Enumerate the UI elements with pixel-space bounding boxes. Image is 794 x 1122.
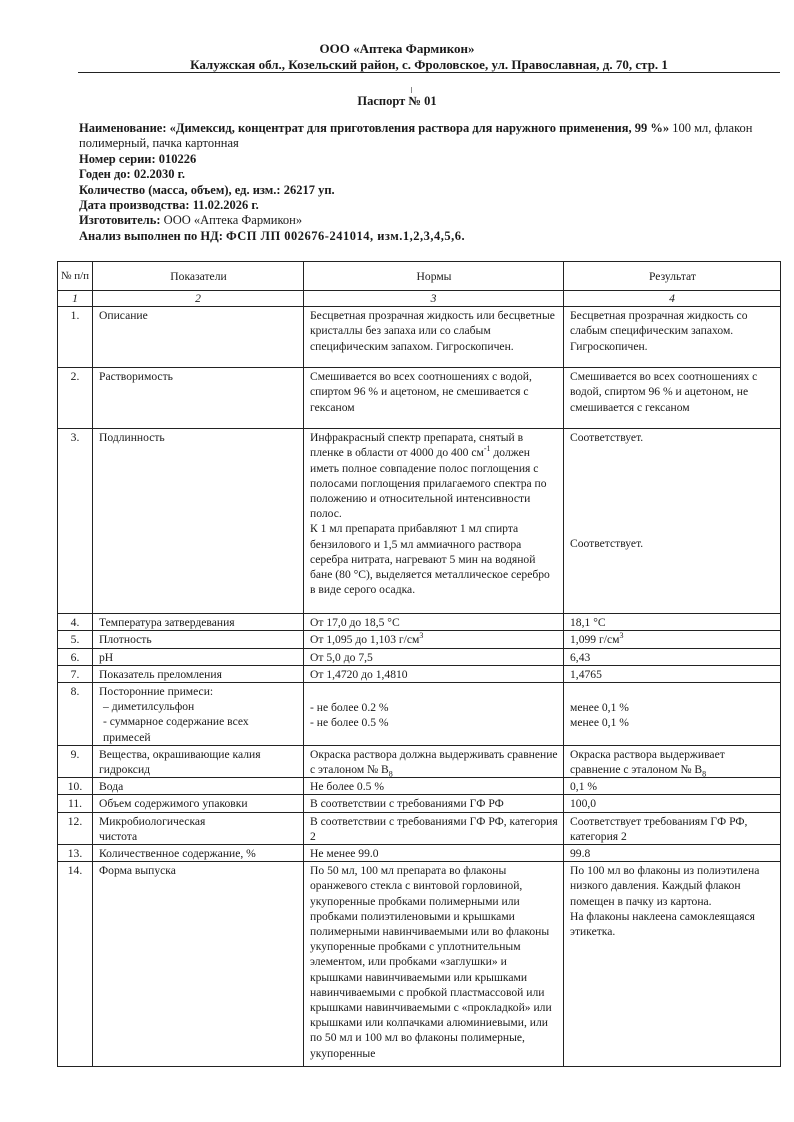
header-indicator: Показатели (93, 262, 304, 291)
name-value-extra: 100 мл, флакон полимерный, пачка картонная (79, 121, 753, 151)
row-number: 11. (58, 795, 93, 812)
result-text: 1,099 г/см (570, 633, 620, 647)
manufacturer-label: Изготовитель: (79, 213, 161, 228)
table-row (58, 368, 781, 429)
row-norm: По 50 мл, 100 мл препарата во флаконы оранжевого стекла с винтовой горловиной, укупоренные пробками полимерными или пробками полиэтиленовыми и крышками полимерными навинчиваемыми или во флаконы укупоренные пробками с уплотнительным элементом, или пробками «заглушки» и крышками навинчиваемыми или крышками навинчиваемыми с пробкой пластмассовой или крышками навинчиваемыми с «прокладкой» или крышками или колпачками алюминиевыми, или по 50 мл и 100 мл во флаконы полимерные, укупоренные (304, 862, 564, 1067)
table-row (58, 795, 781, 812)
row-result: 18,1 °С (564, 614, 781, 631)
row-number: 6. (58, 648, 93, 665)
norm-item: - не более 0.2 % (310, 701, 389, 715)
table-row (58, 683, 781, 746)
row-result: 99.8 (564, 845, 781, 862)
expiry-line (79, 167, 779, 182)
row-result (564, 429, 781, 614)
row-number: 5. (58, 631, 93, 648)
norm-text: От 1,095 до 1,103 г/см (310, 633, 420, 647)
scan-mark (411, 87, 412, 93)
production-label: Дата производства: (79, 198, 190, 213)
header-number: № п/п (58, 262, 93, 291)
table-row (58, 845, 781, 862)
row-indicator: Вещества, окрашивающие калия гидроксид (93, 745, 304, 777)
expiry-value: 02.2030 г. (133, 167, 185, 182)
spacer (570, 684, 775, 700)
norm-text: должен иметь полное совпадение полос поглощения с полосами поглощения прилагаемого спектра по положению и относительной интенсивности полос. (310, 446, 547, 521)
expiry-label: Годен до: (79, 167, 131, 182)
row-result: 1,4765 (564, 665, 781, 682)
indicator-title: Посторонние примеси: (99, 685, 214, 699)
name-label: Наименование: (79, 121, 167, 135)
row-result: Бесцветная прозрачная жидкость со слабым специфическим запахом. Гигроскопичен. (564, 307, 781, 368)
row-norm (304, 429, 564, 614)
result-ir-spectrum: Соответствует. (570, 431, 644, 445)
row-norm: От 17,0 до 18,5 °С (304, 614, 564, 631)
row-result: Соответствует требованиям ГФ РФ, категория 2 (564, 812, 781, 844)
norm-text: Окраска раствора должна выдерживать сравнение с эталоном № B (310, 747, 558, 777)
result-subscript: 8 (702, 769, 707, 779)
series-value: 010226 (158, 151, 197, 166)
row-norm: Не более 0.5 % (304, 778, 564, 795)
table-row (58, 745, 781, 777)
table-header-row (58, 262, 781, 291)
row-number: 2. (58, 368, 93, 429)
row-indicator: Показатель преломления (93, 665, 304, 682)
norm-subscript: 8 (388, 769, 393, 779)
table-row (58, 812, 781, 844)
row-number: 7. (58, 665, 93, 682)
row-norm: В соответствии с требованиями ГФ РФ, категория 2 (304, 812, 564, 844)
row-indicator: Объем содержимого упаковки (93, 795, 304, 812)
table-row (58, 307, 781, 368)
row-number: 14. (58, 862, 93, 1067)
row-number: 4. (58, 614, 93, 631)
product-info (79, 121, 779, 244)
quantity-label: Количество (масса, объем), ед. изм.: (79, 182, 281, 197)
table-row (58, 778, 781, 795)
table-row (58, 614, 781, 631)
norm-superscript: 3 (419, 631, 424, 641)
column-number-row (58, 291, 781, 307)
row-norm: От 5,0 до 7,5 (304, 648, 564, 665)
result-label: На флаконы наклеена самоклеящаяся этикетка. (570, 909, 755, 939)
table-row (58, 862, 781, 1067)
header-result: Результат (564, 262, 781, 291)
organization-address: Калужская обл., Козельский район, с. Фроловское, ул. Православная, д. 70, стр. 1 (190, 57, 668, 72)
manufacturer-value: ООО «Аптека Фармикон» (163, 213, 303, 228)
spacer (570, 445, 775, 536)
row-number: 13. (58, 845, 93, 862)
row-indicator: Температура затвердевания (93, 614, 304, 631)
table-row (58, 648, 781, 665)
row-norm (304, 745, 564, 777)
production-value: 11.02.2026 г. (192, 198, 259, 213)
organization-name: ООО «Аптека Фармикон» (319, 41, 475, 56)
norm-superscript: -1 (483, 444, 491, 454)
row-norm (304, 683, 564, 746)
series-line (79, 152, 779, 167)
product-name-line (79, 121, 779, 152)
row-indicator: Микробиологическая чистота (93, 812, 304, 844)
column-number: 1 (58, 291, 93, 307)
row-indicator: Подлинность (93, 429, 304, 614)
indicator-item: - суммарное содержание всех примесей (103, 715, 249, 744)
row-indicator: pH (93, 648, 304, 665)
row-result (564, 745, 781, 777)
row-indicator: Плотность (93, 631, 304, 648)
result-superscript: 3 (619, 631, 624, 641)
row-norm (304, 631, 564, 648)
row-indicator: Форма выпуска (93, 862, 304, 1067)
row-result: 100,0 (564, 795, 781, 812)
result-silver-test: Соответствует. (570, 537, 644, 551)
row-result: 0,1 % (564, 778, 781, 795)
row-number: 8. (58, 683, 93, 746)
row-result (564, 683, 781, 746)
row-indicator: Количественное содержание, % (93, 845, 304, 862)
passport-title: Паспорт № 01 (357, 94, 437, 108)
row-result (564, 631, 781, 648)
table-row (58, 665, 781, 682)
column-number: 2 (93, 291, 304, 307)
header-divider (78, 72, 780, 73)
norm-item: - не более 0.5 % (310, 716, 389, 730)
row-norm: От 1,4720 до 1,4810 (304, 665, 564, 682)
quality-table (57, 261, 781, 1067)
row-result (564, 862, 781, 1067)
table-row (58, 429, 781, 614)
row-result: 6,43 (564, 648, 781, 665)
name-value: «Димексид, концентрат для приготовления раствора для наружного применения, 99 %» (169, 121, 670, 135)
row-indicator: Описание (93, 307, 304, 368)
analysis-value: ФСП ЛП 002676-241014, изм.1,2,3,4,5,6. (226, 228, 466, 243)
quantity-value: 26217 уп. (283, 182, 335, 197)
row-result: Смешивается во всех соотношениях с водой, спиртом 96 % и ацетоном, не смешивается с гексаном (564, 368, 781, 429)
row-indicator: Вода (93, 778, 304, 795)
indicator-item: – диметилсульфон (103, 700, 195, 714)
row-norm: Смешивается во всех соотношениях с водой, спиртом 96 % и ацетоном, не смешивается с гексаном (304, 368, 564, 429)
column-number: 4 (564, 291, 781, 307)
row-number: 3. (58, 429, 93, 614)
quantity-line (79, 183, 779, 198)
result-item: менее 0,1 % (570, 716, 629, 730)
row-number: 10. (58, 778, 93, 795)
row-indicator: Растворимость (93, 368, 304, 429)
table-row (58, 631, 781, 648)
norm-silver-test: К 1 мл препарата прибавляют 1 мл спирта бензилового и 1,5 мл аммиачного раствора серебра нитрата, нагревают 5 мин на водяной бане (80 °С), выделяется металлическое серебро в виде серого осадка. (310, 522, 550, 597)
row-norm: В соответствии с требованиями ГФ РФ (304, 795, 564, 812)
manufacturer-line (79, 213, 779, 228)
row-norm: Не менее 99.0 (304, 845, 564, 862)
norm-ir-spectrum (310, 430, 558, 521)
row-number: 12. (58, 812, 93, 844)
column-number: 3 (304, 291, 564, 307)
row-number: 1. (58, 307, 93, 368)
spacer (310, 684, 558, 700)
result-item: менее 0,1 % (570, 701, 629, 715)
row-norm: Бесцветная прозрачная жидкость или бесцветные кристаллы без запаха или со слабым специфическим запахом. Гигроскопичен. (304, 307, 564, 368)
analysis-line (79, 229, 779, 244)
row-number: 9. (58, 745, 93, 777)
production-date-line (79, 198, 779, 213)
row-indicator (93, 683, 304, 746)
result-text: Окраска раствора выдерживает сравнение с эталоном № B (570, 747, 725, 777)
series-label: Номер серии: (79, 151, 156, 166)
norm-text: Инфракрасный спектр препарата, снятый в пленке в области от 4000 до 400 см (310, 431, 524, 460)
header-norm: Нормы (304, 262, 564, 291)
result-packaging: По 100 мл во флаконы из полиэтилена низкого давления. Каждый флакон помещен в пачку из картона. (570, 864, 760, 908)
analysis-label: Анализ выполнен по НД: (79, 228, 223, 243)
